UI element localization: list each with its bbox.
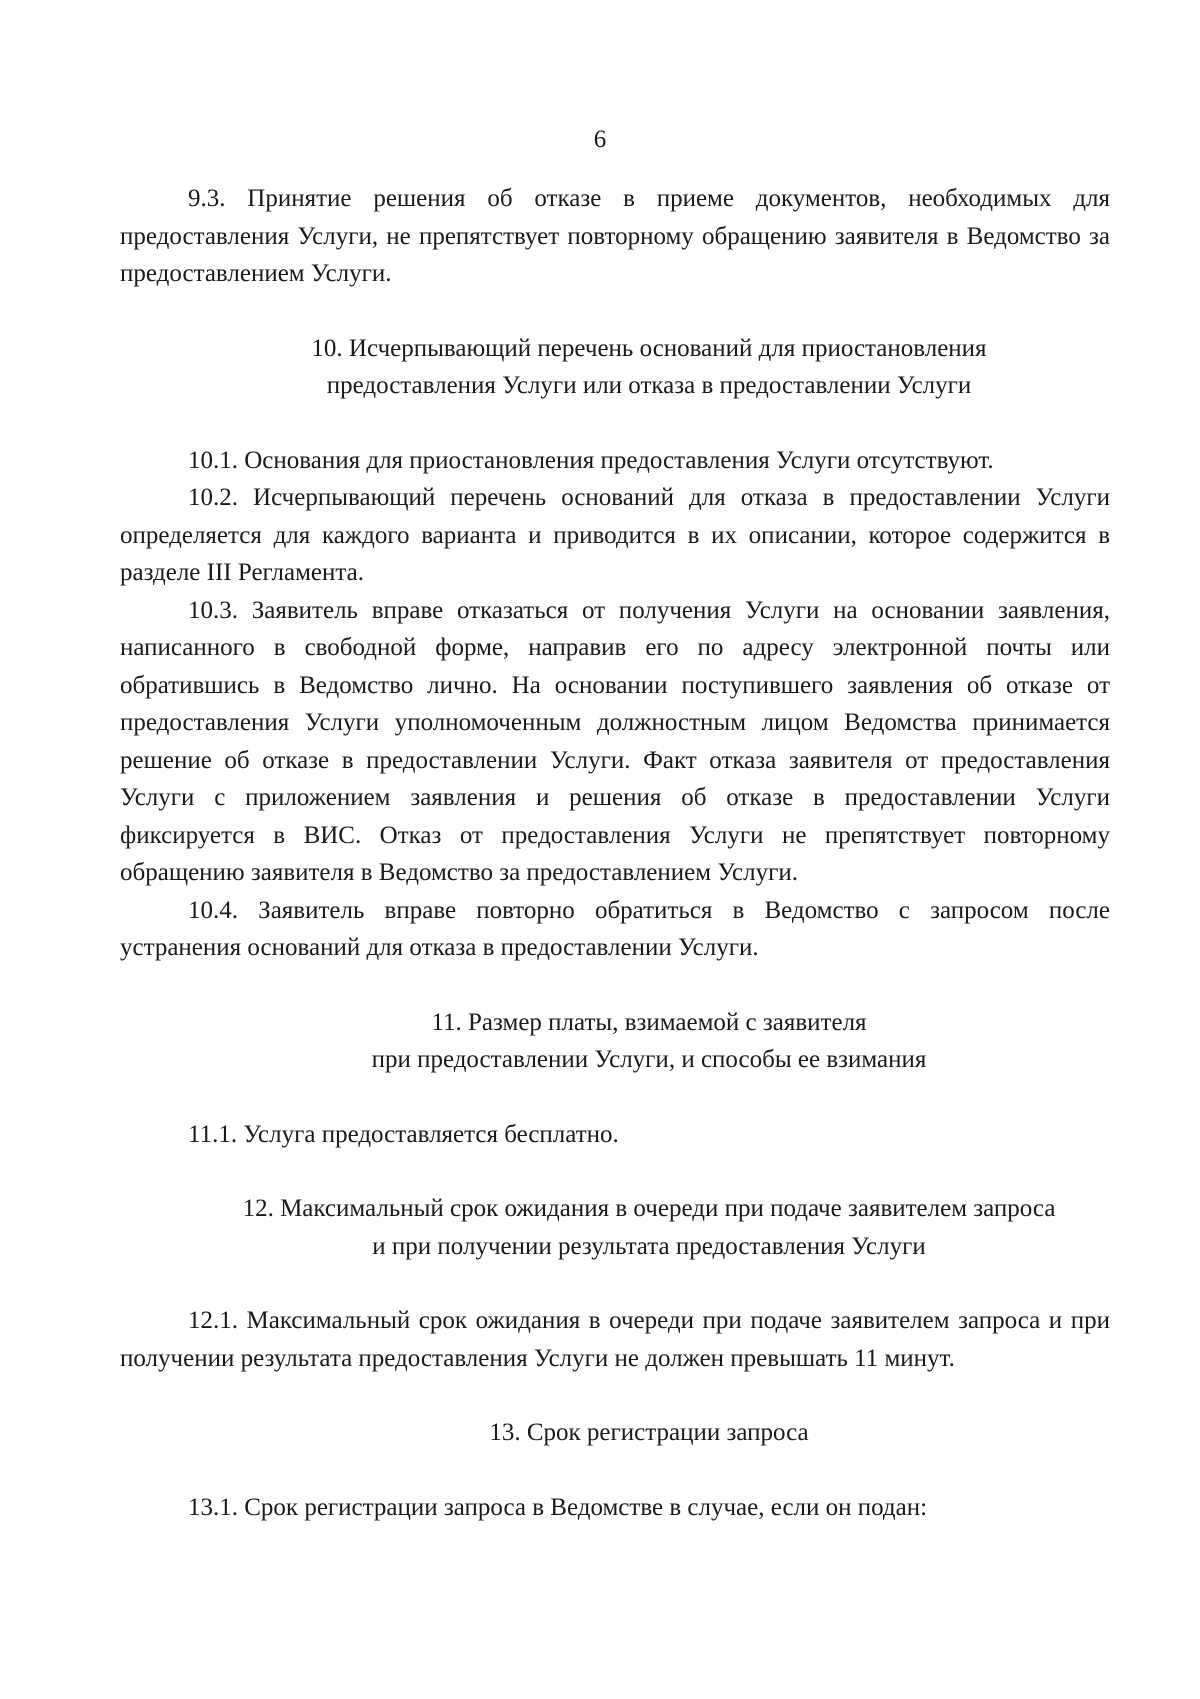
page-number: 6 [593, 126, 607, 153]
section-13-heading: 13. Срок регистрации запроса [489, 1419, 809, 1446]
section-11-heading-line-1: 11. Размер платы, взимаемой с заявителя [431, 1008, 867, 1036]
document-body [120, 180, 1110, 1526]
section-12-heading-line-1: 12. Максимальный срок ожидания в очереди при подаче заявителем запроса [242, 1195, 1056, 1222]
section-10-heading-line-1: 10. Исчерпывающий перечень оснований для приостановления [311, 334, 987, 362]
section-11-heading-line-2: при предоставлении Услуги, и способы ее взимания [371, 1046, 927, 1073]
paragraph-9-3: 9.3. Принятие решения об отказе в приеме документов, необходимых для предоставления Услуги, не препятствует повторному обращению заявителя в Ведомство за предоставлением Услуги. [120, 185, 1110, 287]
paragraph-12-1: 12.1. Максимальный срок ожидания в очереди при подаче заявителем запроса и при получении результата предоставления Услуги не должен превышать 11 минут. [120, 1307, 1110, 1372]
paragraph-10-4: 10.4. Заявитель вправе повторно обратиться в Ведомство с запросом после устранения оснований для отказа в предоставлении Услуги. [120, 896, 1110, 961]
paragraph-10-3: 10.3. Заявитель вправе отказаться от получения Услуги на основании заявления, написанного в свободной форме, направив его по адресу электронной почты или обратившись в Ведомство лично. На основании поступившего заявления об отказе от предоставления Услуги уполномоченным должностным лицом Ведомства принимается решение об отказе в предоставлении Услуги. Факт отказа заявителя от предоставления Услуги с приложением заявления и решения об отказе в предоставлении Услуги фиксируется в ВИС. Отказ от предоставления Услуги не препятствует повторному обращению заявителя в Ведомство за предоставлением Услуги. [120, 596, 1110, 886]
paragraph-11-1: 11.1. Услуга предоставляется бесплатно. [188, 1120, 619, 1148]
section-12-heading-line-2: и при получении результата предоставления Услуги [372, 1232, 926, 1260]
paragraph-10-2: 10.2. Исчерпывающий перечень оснований для отказа в предоставлении Услуги определяется для каждого варианта и приводится в их описании, которое содержится в разделе III Регламента. [120, 484, 1110, 586]
paragraph-10-1: 10.1. Основания для приостановления предоставления Услуги отсутствуют. [188, 446, 994, 474]
paragraph-13-1: 13.1. Срок регистрации запроса в Ведомстве в случае, если он подан: [188, 1493, 928, 1521]
section-10-heading-line-2: предоставления Услуги или отказа в предоставлении Услуги [326, 372, 972, 399]
